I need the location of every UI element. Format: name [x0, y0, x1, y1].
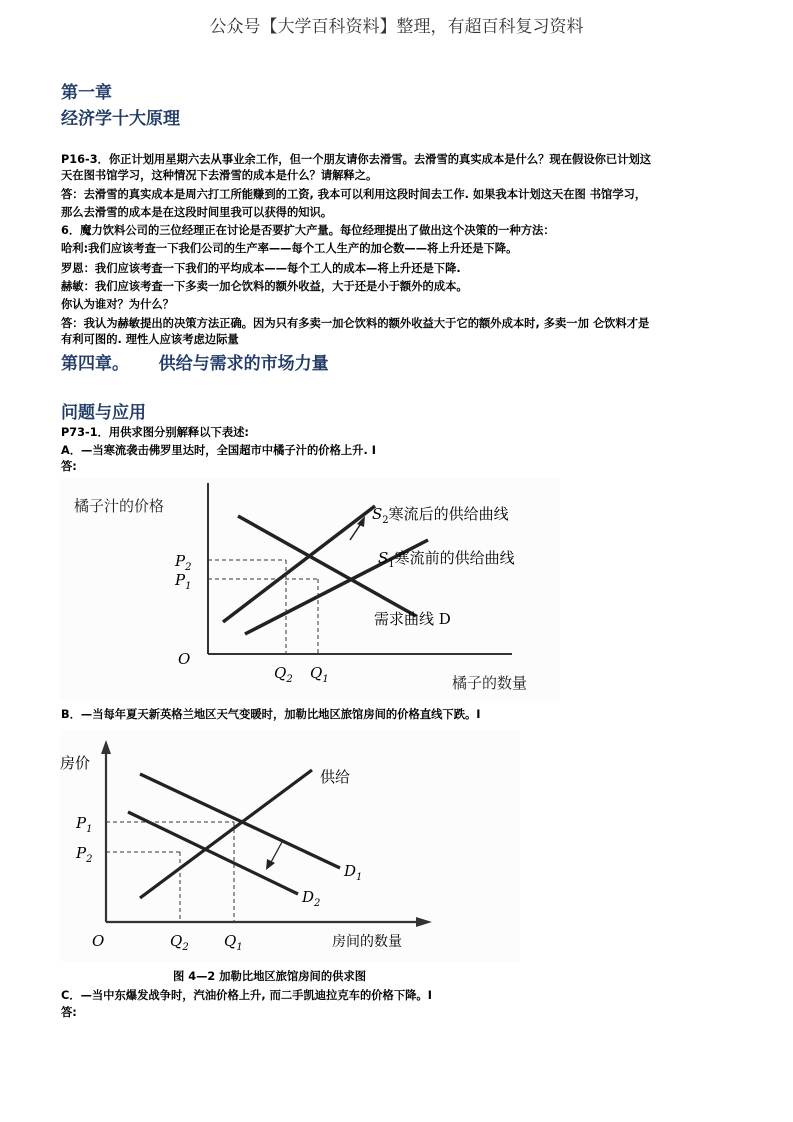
answer-6-line2: 有利可图的. 理性人应该考虑边际量 [61, 333, 239, 346]
answer-p16-3-line2: 那么去滑雪的成本是在这段时间里我可以获得的知识。 [61, 206, 333, 219]
q2-label: $Q_2$ [170, 932, 189, 953]
question-p16-3-line1: P16-3．你正计划用星期六去从事业余工作，但一个朋友请你去滑雪。去滑雪的真实成本是什么？现在假设你已计划这 [61, 153, 652, 166]
answer-6-line1: 答：我认为赫敏提出的决策方法正确。因为只有多卖一加仑饮料的额外收益大于它的额外成本时, 多卖一加 仑饮料才是 [61, 317, 650, 330]
answer-c-label: 答: [61, 1006, 77, 1019]
question-b: B．—当每年夏天新英格兰地区天气变暖时，加勒比地区旅馆房间的价格直线下跌。I [61, 708, 481, 721]
x-axis-label: 房间的数量 [332, 934, 402, 950]
page-header: 公众号【大学百科资料】整理，有超百科复习资料 [209, 17, 584, 37]
supply-label: 供给 [320, 768, 351, 786]
y-axis-label: 橘子汁的价格 [74, 497, 165, 515]
chapter-1-subtitle: 经济学十大原理 [61, 109, 180, 129]
origin-label: O [178, 650, 191, 668]
question-p73-1: P73-1．用供求图分别解释以下表述: [61, 426, 249, 439]
answer-p16-3-line1: 答：去滑雪的真实成本是周六打工所能赚到的工资, 我本可以利用这段时间去工作. 如果我本计划这天在图 书馆学习， [61, 188, 647, 201]
s1-label: $S_1$寒流前的供给曲线 [378, 549, 515, 570]
p1-label: $P_1$ [175, 571, 192, 592]
origin-label: O [92, 932, 105, 950]
question-a: A．—当寒流袭击佛罗里达时，全国超市中橘子汁的价格上升. I [61, 444, 376, 457]
ron-line: 罗恩：我们应该考查一下我们的平均成本——每个工人的成本—将上升还是下降. [61, 262, 461, 275]
chapter-4-subtitle: 问题与应用 [61, 403, 146, 423]
who-is-right: 你认为谁对？为什么？ [61, 298, 174, 311]
d1-label: $D_1$ [344, 862, 363, 883]
demand-label: 需求曲线 D [374, 610, 451, 628]
harry-line: 哈利:我们应该考查一下我们公司的生产率——每个工人生产的加仑数——将上升还是下降。 [61, 242, 518, 255]
q2-label: $Q_2$ [274, 664, 293, 685]
question-c: C．—当中东爆发战争时，汽油价格上升, 而二手凯迪拉克车的价格下降。I [61, 989, 432, 1002]
answer-a-label: 答: [61, 460, 77, 473]
question-p16-3-line2: 天在图书馆学习，这种情况下去滑雪的成本是什么？请解释之。 [61, 169, 378, 182]
chapter-4-title: 第四章。 供给与需求的市场力量 [61, 354, 329, 374]
p2-label: $P_2$ [76, 844, 93, 865]
s2-label: $S_2$寒流后的供给曲线 [372, 505, 509, 526]
p2-label: $P_2$ [175, 552, 192, 573]
y-axis-label: 房价 [60, 754, 91, 772]
q1-label: $Q_1$ [310, 664, 329, 685]
figure-4-2-caption: 图 4—2 加勒比地区旅馆房间的供求图 [173, 970, 367, 983]
hermione-line: 赫敏：我们应该考查一下多卖一加仑饮料的额外收益，大于还是小于额外的成本。 [61, 280, 468, 293]
figure-orange-juice-supply-demand [60, 478, 560, 700]
d2-label: $D_2$ [302, 888, 321, 909]
question-6: 6．魔力饮料公司的三位经理正在讨论是否要扩大产量。每位经理提出了做出这个决策的一种方法： [61, 224, 555, 237]
x-axis-label: 橘子的数量 [452, 674, 528, 692]
figure-caribbean-hotel-supply-demand [60, 730, 520, 962]
q1-label: $Q_1$ [224, 932, 243, 953]
chapter-1-title: 第一章 [61, 83, 112, 103]
p1-label: $P_1$ [76, 814, 93, 835]
